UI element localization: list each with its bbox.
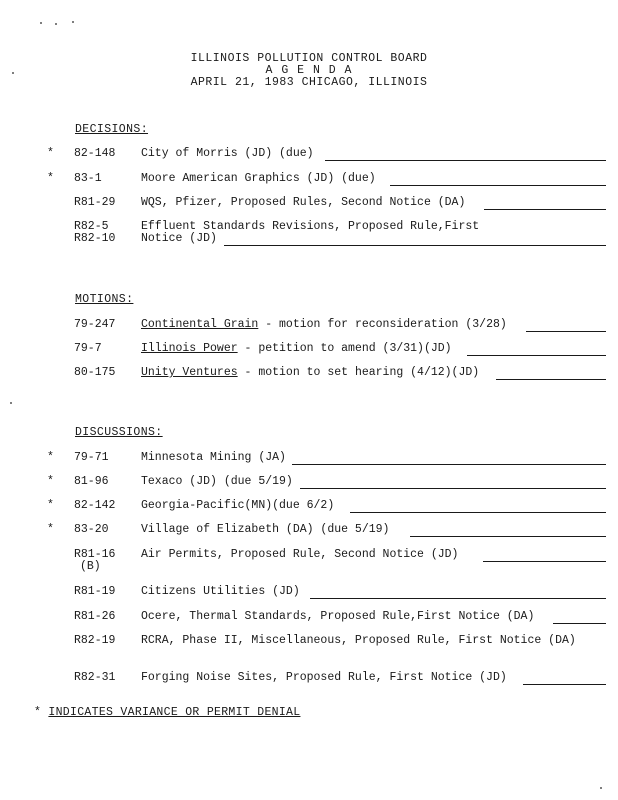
agenda-item bbox=[0, 610, 618, 626]
motion-detail: - petition to amend (3/31)(JD) bbox=[237, 342, 452, 355]
docket-number: R82-31 bbox=[74, 671, 116, 684]
agenda-item bbox=[0, 634, 618, 650]
item-description: WQS, Pfizer, Proposed Rules, Second Notice (DA) bbox=[141, 196, 466, 209]
agenda-item bbox=[0, 475, 618, 491]
item-description: Village of Elizabeth (DA) (due 5/19) bbox=[141, 523, 390, 536]
signature-line bbox=[526, 331, 606, 332]
agenda-item bbox=[0, 451, 618, 467]
item-description: Minnesota Mining (JA) bbox=[141, 451, 286, 464]
denial-marker: * bbox=[47, 523, 54, 536]
agenda-item bbox=[0, 318, 618, 334]
docket-number: R82-19 bbox=[74, 634, 116, 647]
item-description-continued: Notice (JD) bbox=[141, 232, 217, 245]
agenda-item bbox=[0, 147, 618, 163]
item-description bbox=[141, 318, 507, 331]
motion-detail: - motion for reconsideration (3/28) bbox=[258, 318, 507, 331]
agenda-item bbox=[0, 523, 618, 539]
docket-number: 79-71 bbox=[74, 451, 109, 464]
footnote-text: INDICATES VARIANCE OR PERMIT DENIAL bbox=[48, 706, 301, 719]
motion-detail: - motion to set hearing (4/12)(JD) bbox=[237, 366, 480, 379]
party-name: Unity Ventures bbox=[141, 366, 238, 379]
docket-number: R81-19 bbox=[74, 585, 116, 598]
signature-line bbox=[484, 209, 606, 210]
denial-marker: * bbox=[47, 172, 54, 185]
item-description: Ocere, Thermal Standards, Proposed Rule,First Notice (DA) bbox=[141, 610, 535, 623]
signature-line bbox=[300, 488, 606, 489]
board-title: ILLINOIS POLLUTION CONTROL BOARD bbox=[190, 52, 428, 65]
item-description: Forging Noise Sites, Proposed Rule, First Notice (JD) bbox=[141, 671, 507, 684]
item-description: Texaco (JD) (due 5/19) bbox=[141, 475, 293, 488]
agenda-title: A G E N D A bbox=[265, 64, 353, 77]
signature-line bbox=[350, 512, 606, 513]
docket-number: R81-16 bbox=[74, 548, 116, 561]
agenda-item bbox=[0, 196, 618, 212]
signature-line bbox=[467, 355, 606, 356]
scan-speck bbox=[40, 22, 42, 24]
agenda-item bbox=[0, 220, 618, 250]
party-name: Continental Grain bbox=[141, 318, 259, 331]
scan-speck bbox=[600, 787, 602, 789]
docket-number: R81-26 bbox=[74, 610, 116, 623]
docket-number: 79-247 bbox=[74, 318, 116, 331]
signature-line bbox=[224, 245, 606, 246]
agenda-item bbox=[0, 172, 618, 188]
agenda-item bbox=[0, 585, 618, 601]
meeting-date-location: APRIL 21, 1983 CHICAGO, ILLINOIS bbox=[190, 76, 428, 89]
item-description: RCRA, Phase II, Miscellaneous, Proposed Rule, First Notice (DA) bbox=[141, 634, 576, 647]
docket-number: R81-29 bbox=[74, 196, 116, 209]
item-description bbox=[141, 342, 452, 355]
decisions-heading: DECISIONS: bbox=[75, 123, 149, 136]
signature-line bbox=[325, 160, 606, 161]
signature-line bbox=[292, 464, 606, 465]
docket-number-secondary: R82-10 bbox=[74, 232, 116, 245]
docket-number: 82-142 bbox=[74, 499, 116, 512]
signature-line bbox=[496, 379, 606, 380]
docket-number: 82-148 bbox=[74, 147, 116, 160]
docket-number: 80-175 bbox=[74, 366, 116, 379]
scan-speck bbox=[72, 21, 74, 23]
agenda-item bbox=[0, 548, 618, 578]
footnote bbox=[34, 706, 300, 719]
party-name: Illinois Power bbox=[141, 342, 238, 355]
signature-line bbox=[553, 623, 606, 624]
docket-number-secondary: (B) bbox=[80, 560, 101, 573]
docket-number: R82-5 bbox=[74, 220, 109, 233]
agenda-item bbox=[0, 342, 618, 358]
item-description: Georgia-Pacific(MN)(due 6/2) bbox=[141, 499, 335, 512]
agenda-item bbox=[0, 499, 618, 515]
signature-line bbox=[410, 536, 606, 537]
signature-line bbox=[523, 684, 606, 685]
denial-marker: * bbox=[47, 475, 54, 488]
item-description: Moore American Graphics (JD) (due) bbox=[141, 172, 376, 185]
item-description: City of Morris (JD) (due) bbox=[141, 147, 314, 160]
denial-marker: * bbox=[47, 499, 54, 512]
agenda-item bbox=[0, 366, 618, 382]
discussions-heading: DISCUSSIONS: bbox=[75, 426, 163, 439]
scan-speck bbox=[55, 23, 57, 25]
docket-number: 81-96 bbox=[74, 475, 109, 488]
denial-marker: * bbox=[47, 147, 54, 160]
signature-line bbox=[483, 561, 606, 562]
item-description: Air Permits, Proposed Rule, Second Notice (JD) bbox=[141, 548, 459, 561]
docket-number: 79-7 bbox=[74, 342, 102, 355]
agenda-item bbox=[0, 671, 618, 687]
denial-marker: * bbox=[47, 451, 54, 464]
docket-number: 83-1 bbox=[74, 172, 102, 185]
item-description: Citizens Utilities (JD) bbox=[141, 585, 300, 598]
docket-number: 83-20 bbox=[74, 523, 109, 536]
signature-line bbox=[310, 598, 606, 599]
signature-line bbox=[390, 185, 606, 186]
scan-speck bbox=[10, 402, 12, 404]
motions-heading: MOTIONS: bbox=[75, 293, 134, 306]
item-description bbox=[141, 366, 479, 379]
item-description: Effluent Standards Revisions, Proposed Rule,First bbox=[141, 220, 480, 233]
footnote-marker: * bbox=[34, 706, 42, 719]
